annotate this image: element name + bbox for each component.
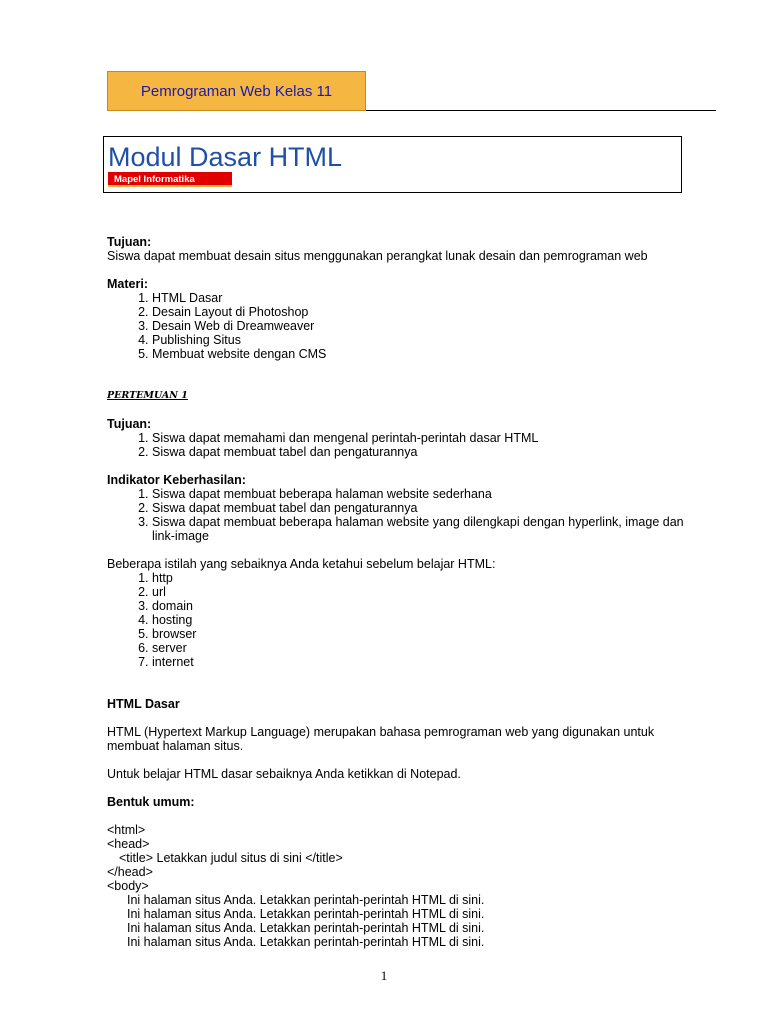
page-number: 1 — [380, 968, 388, 983]
list-item: 7. internet — [152, 655, 685, 669]
istilah-list — [107, 571, 685, 669]
code-line: Ini halaman situs Anda. Letakkan perintah-perintah HTML di sini. — [127, 921, 485, 935]
list-item: 4. hosting — [152, 613, 685, 627]
list-item: 5. browser — [152, 627, 685, 641]
istilah-intro: Beberapa istilah yang sebaiknya Anda ketahui sebelum belajar HTML: — [107, 557, 496, 571]
tujuan-heading: Tujuan: — [107, 235, 152, 249]
list-item: 4. Publishing Situs — [152, 333, 685, 347]
code-line: <body> — [107, 879, 149, 893]
list-item: 6. server — [152, 641, 685, 655]
meeting-tujuan-heading: Tujuan: — [107, 417, 152, 431]
code-line: <head> — [107, 837, 150, 851]
indikator-list — [107, 487, 685, 543]
notepad-paragraph: Untuk belajar HTML dasar sebaiknya Anda ketikkan di Notepad. — [107, 767, 461, 781]
materi-list — [107, 291, 685, 361]
code-line: <html> — [107, 823, 146, 837]
materi-heading: Materi: — [107, 277, 148, 291]
list-item: 2. Siswa dapat membuat tabel dan pengaturannya — [152, 445, 685, 459]
list-item: 1. HTML Dasar — [152, 291, 685, 305]
meeting-tujuan-list — [107, 431, 685, 459]
course-label: Pemrograman Web Kelas 11 — [140, 82, 333, 100]
code-sample — [107, 823, 685, 949]
code-line: </head> — [107, 865, 153, 879]
list-item: 3. Desain Web di Dreamweaver — [152, 319, 685, 333]
list-item: 3. Siswa dapat membuat beberapa halaman website yang dilengkapi dengan hyperlink, image dan link-image — [152, 515, 685, 543]
indikator-heading: Indikator Keberhasilan: — [107, 473, 246, 487]
list-item: 1. Siswa dapat membuat beberapa halaman website sederhana — [152, 487, 685, 501]
code-line: <title> Letakkan judul situs di sini </title> — [119, 851, 343, 865]
course-label-box — [107, 71, 366, 111]
list-item: 2. Desain Layout di Photoshop — [152, 305, 685, 319]
module-title: Modul Dasar HTML — [108, 142, 343, 172]
bentuk-umum-heading: Bentuk umum: — [107, 795, 195, 809]
header-rule — [366, 110, 716, 111]
code-line: Ini halaman situs Anda. Letakkan perintah-perintah HTML di sini. — [127, 893, 485, 907]
list-item: 2. Siswa dapat membuat tabel dan pengaturannya — [152, 501, 685, 515]
module-title-box — [103, 136, 682, 193]
code-line: Ini halaman situs Anda. Letakkan perintah-perintah HTML di sini. — [127, 935, 485, 949]
list-item: 1. Siswa dapat memahami dan mengenal perintah-perintah dasar HTML — [152, 431, 685, 445]
list-item: 1. http — [152, 571, 685, 585]
list-item: 2. url — [152, 585, 685, 599]
subject-badge: Mapel Informatika — [108, 172, 232, 187]
meeting-heading: PERTEMUAN 1 — [107, 390, 188, 401]
document-body — [107, 235, 685, 949]
code-line: Ini halaman situs Anda. Letakkan perintah-perintah HTML di sini. — [127, 907, 485, 921]
html-dasar-paragraph: HTML (Hypertext Markup Language) merupakan bahasa pemrograman web yang digunakan untuk membuat halaman situs. — [107, 725, 655, 753]
list-item: 3. domain — [152, 599, 685, 613]
list-item: 5. Membuat website dengan CMS — [152, 347, 685, 361]
tujuan-text: Siswa dapat membuat desain situs menggunakan perangkat lunak desain dan pemrograman web — [107, 249, 648, 263]
html-dasar-heading: HTML Dasar — [107, 697, 180, 711]
